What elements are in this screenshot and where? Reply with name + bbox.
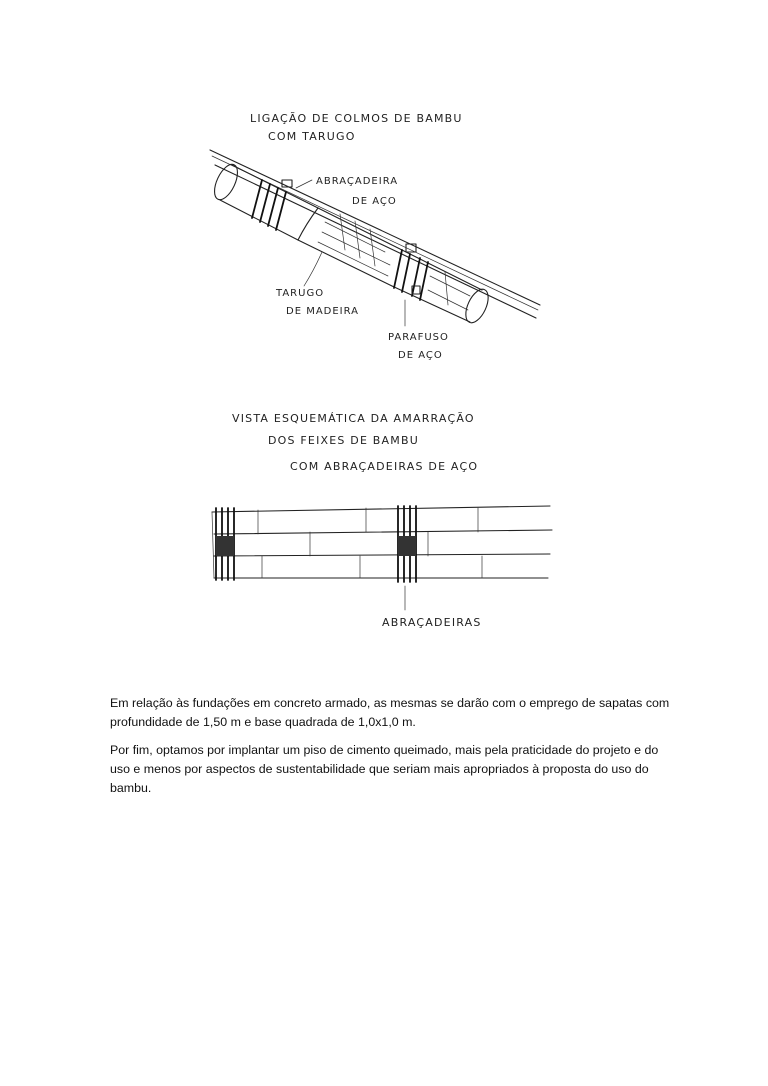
label-abracadeiras: ABRAÇADEIRAS [382, 616, 482, 629]
leader-tarugo [304, 252, 322, 286]
label-tarugo-line1: TARUGO [276, 288, 325, 299]
label-parafuso-line1: PARAFUSO [388, 332, 449, 343]
steel-clamp-upper [252, 180, 292, 230]
sketch1-title-line2: COM TARUGO [268, 130, 356, 143]
sketch-bamboo-joint [210, 112, 540, 361]
leader-abracadeira [296, 180, 312, 188]
sketch-bamboo-bundle [212, 412, 552, 629]
sketch1-title-line1: LIGAÇÃO DE COLMOS DE BAMBU [250, 112, 463, 125]
bamboo-bundle-drawing [212, 506, 552, 578]
bundle-clamp-left [216, 508, 234, 580]
sketch2-title-line1: VISTA ESQUEMÁTICA DA AMARRAÇÃO [232, 412, 475, 425]
paragraph-text: Por fim, optamos por implantar um piso de cimento queimado, mais pela praticidade do projeto e do uso e menos por aspectos de sustentabilidade que seriam mais apropriados à proposta do uso do bambu. [110, 743, 659, 795]
label-abracadeira-line2: DE AÇO [352, 196, 397, 207]
paragraph-fundacoes [110, 694, 670, 732]
paragraph-piso [110, 741, 670, 798]
label-tarugo-line2: DE MADEIRA [286, 306, 360, 317]
label-abracadeira-line1: ABRAÇADEIRA [316, 176, 399, 187]
culm-shading [428, 272, 470, 310]
label-parafuso-line2: DE AÇO [398, 350, 443, 361]
paragraph-text: Em relação às fundações em concreto armado, as mesmas se darão com o emprego de sapatas com profundidade de 1,50 m e base quadrada de 1,0x1,0 m. [110, 696, 670, 729]
sketch2-title-line2: DOS FEIXES DE BAMBU [268, 434, 419, 447]
sketch2-title-line3: COM ABRAÇADEIRAS DE AÇO [290, 460, 479, 473]
bundle-clamp-right [398, 506, 416, 582]
